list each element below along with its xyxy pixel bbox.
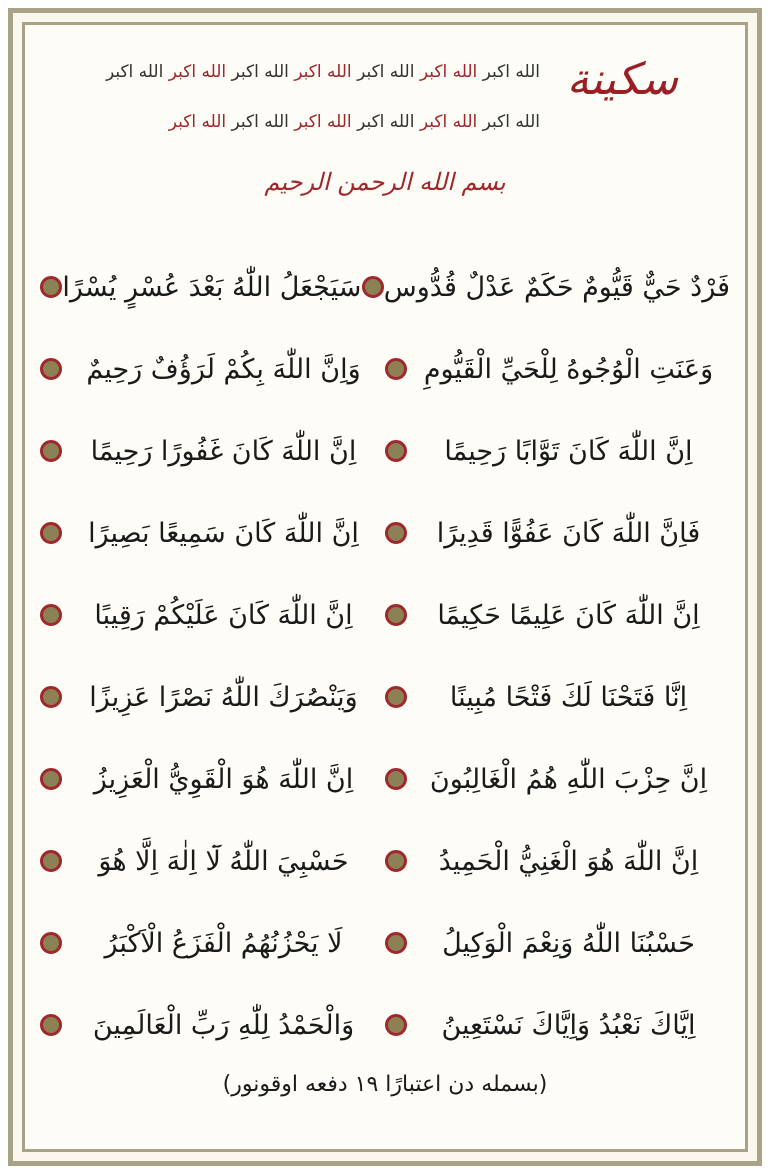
- verse-right: اِنَّ حِزْبَ اللّٰهِ هُمُ الْغَالِبُونَ: [429, 763, 708, 795]
- verse-end-icon: [40, 768, 62, 790]
- verse-end-icon: [40, 686, 62, 708]
- verse-end-icon: [40, 440, 62, 462]
- verse-separator-icon: [385, 768, 407, 790]
- verse-row: [40, 902, 730, 984]
- verse-left: وَاِنَّ اللّٰهَ بِكُمْ لَرَؤُفٌ رَحِيمٌ: [86, 353, 361, 385]
- verse-separator-icon: [362, 276, 384, 298]
- verse-right: اِنَّ اللّٰهَ هُوَ الْغَنِيُّ الْحَمِيدُ: [438, 845, 699, 877]
- verse-end-icon: [40, 850, 62, 872]
- verse-left: اِنَّ اللّٰهَ هُوَ الْقَوِيُّ الْعَزِيزُ: [93, 763, 354, 795]
- verse-row: [40, 492, 730, 574]
- takbir-text: الله اكبر: [357, 112, 415, 132]
- verse-right: اِيَّاكَ نَعْبُدُ وَاِيَّاكَ نَسْتَعِينُ: [441, 1009, 696, 1041]
- verse-separator-icon: [385, 1014, 407, 1036]
- verse-row: [40, 410, 730, 492]
- takbir-text: الله اكبر: [482, 62, 540, 82]
- takbir-text: الله اكبر: [231, 62, 289, 82]
- verse-separator-icon: [385, 686, 407, 708]
- verse-right: وَعَنَتِ الْوُجُوهُ لِلْحَيِّ الْقَيُّومِ: [423, 353, 714, 385]
- basmala: بسم الله الرحمن الرحيم: [264, 168, 506, 196]
- verse-separator-icon: [385, 604, 407, 626]
- verse-row: [40, 574, 730, 656]
- verse-left: حَسْبِيَ اللّٰهُ لَٓا اِلٰهَ اِلَّا هُوَ: [98, 845, 349, 877]
- verse-left: لَا يَحْزُنُهُمُ الْفَزَعُ الْاَكْبَرُ: [104, 927, 343, 959]
- takbir-text: الله اكبر: [482, 112, 540, 132]
- sakina-logo: سكينة: [566, 54, 678, 105]
- verse-right: فَرْدٌ حَيٌّ قَيُّومٌ حَكَمٌ عَدْلٌ قُدُّوس: [383, 271, 730, 303]
- verse-separator-icon: [385, 440, 407, 462]
- verse-left: اِنَّ اللّٰهَ كَانَ سَمِيعًا بَصِيرًا: [88, 517, 359, 549]
- verse-left: اِنَّ اللّٰهَ كَانَ غَفُورًا رَحِيمًا: [90, 435, 357, 467]
- takbir-text: الله اكبر: [105, 62, 164, 82]
- verse-row: [40, 820, 730, 902]
- verse-end-icon: [40, 1014, 62, 1036]
- takbir-text: الله اكبر: [168, 62, 227, 82]
- takbir-text: الله اكبر: [357, 62, 415, 82]
- verse-end-icon: [40, 276, 62, 298]
- verse-separator-icon: [385, 932, 407, 954]
- verse-end-icon: [40, 932, 62, 954]
- verse-right: اِنَّا فَتَحْنَا لَكَ فَتْحًا مُبِينًا: [449, 681, 688, 713]
- verse-left: وَيَنْصُرَكَ اللّٰهُ نَصْرًا عَزِيزًا: [89, 681, 358, 713]
- footer-note: (بسمله دن اعتبارًا ١٩ دفعه اوقونور): [222, 1072, 548, 1097]
- verse-row: [40, 328, 730, 410]
- takbir-text: الله اكبر: [294, 62, 352, 82]
- verse-left: وَالْحَمْدُ لِلّٰهِ رَبِّ الْعَالَمِينَ: [92, 1009, 355, 1041]
- verse-row: [40, 246, 730, 328]
- verse-right: حَسْبُنَا اللّٰهُ وَنِعْمَ الْوَكِيلُ: [442, 927, 695, 959]
- verse-right: فَاِنَّ اللّٰهَ كَانَ عَفُوًّا قَدِيرًا: [436, 517, 701, 549]
- takbir-text: الله اكبر: [419, 112, 478, 132]
- verse-end-icon: [40, 604, 62, 626]
- verse-row: [40, 738, 730, 820]
- verse-row: [40, 984, 730, 1066]
- verse-separator-icon: [385, 522, 407, 544]
- verse-end-icon: [40, 358, 62, 380]
- takbir-line-2: [169, 112, 540, 132]
- verse-right: اِنَّ اللّٰهَ كَانَ عَلِيمًا حَكِيمًا: [437, 599, 700, 631]
- verse-left: سَيَجْعَلُ اللّٰهُ بَعْدَ عُسْرٍ يُسْرًا: [62, 271, 362, 303]
- takbir-text: الله اكبر: [419, 62, 478, 82]
- takbir-text: الله اكبر: [231, 112, 289, 132]
- header: [30, 30, 740, 210]
- takbir-text: الله اكبر: [168, 112, 227, 132]
- verse-separator-icon: [385, 358, 407, 380]
- takbir-line-1: [106, 62, 540, 82]
- verse-right: اِنَّ اللّٰهَ كَانَ تَوَّابًا رَحِيمًا: [444, 435, 693, 467]
- takbir-text: الله اكبر: [294, 112, 352, 132]
- verse-left: اِنَّ اللّٰهَ كَانَ عَلَيْكُمْ رَقِيبًا: [94, 599, 353, 631]
- verse-list: [40, 246, 730, 1066]
- verse-row: [40, 656, 730, 738]
- verse-end-icon: [40, 522, 62, 544]
- verse-separator-icon: [385, 850, 407, 872]
